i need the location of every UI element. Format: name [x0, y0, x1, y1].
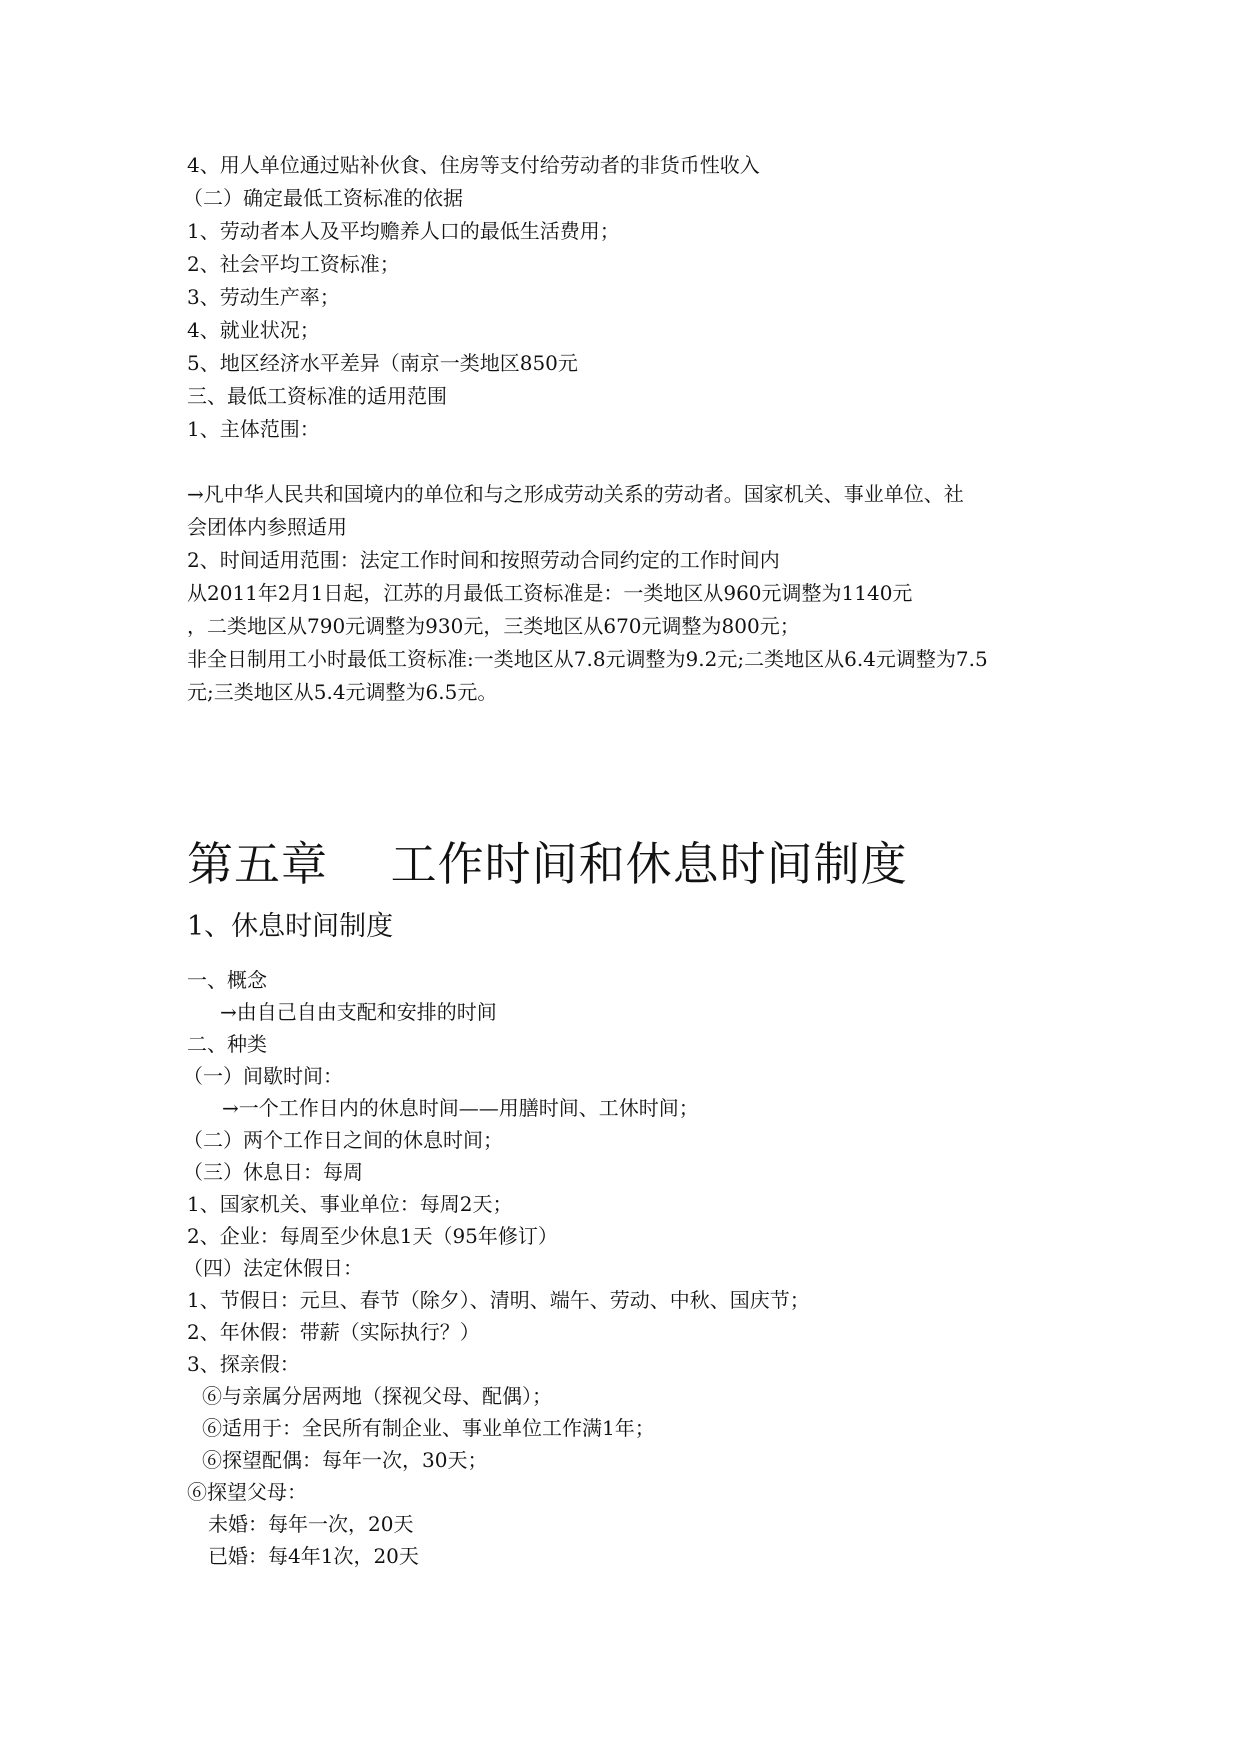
- text-line: →由自己自由支配和安排的时间: [220, 1000, 497, 1024]
- text-line: 4、用人单位通过贴补伙食、住房等支付给劳动者的非货币性收入: [187, 153, 760, 177]
- text-line: ，二类地区从790元调整为930元，三类地区从670元调整为800元；: [187, 614, 800, 638]
- chapter-title: 第五章 工作时间和休息时间制度: [187, 837, 908, 891]
- text-line: →凡中华人民共和国境内的单位和与之形成劳动关系的劳动者。国家机关、事业单位、社: [187, 482, 964, 506]
- text-line: 三、最低工资标准的适用范围: [187, 384, 447, 408]
- text-line: 2、时间适用范围：法定工作时间和按照劳动合同约定的工作时间内: [187, 548, 780, 572]
- text-line: 非全日制用工小时最低工资标准:一类地区从7.8元调整为9.2元;二类地区从6.4元调整为7.5: [187, 647, 988, 671]
- text-line: 2、年休假：带薪（实际执行？）: [187, 1320, 480, 1344]
- text-line: 1、节假日：元旦、春节（除夕）、清明、端午、劳动、中秋、国庆节；: [187, 1288, 810, 1312]
- text-line: （二）确定最低工资标准的依据: [183, 186, 463, 210]
- text-line: 未婚：每年一次，20天: [208, 1512, 414, 1536]
- text-line: ⑥探望配偶：每年一次，30天；: [202, 1448, 488, 1472]
- text-line: 1、主体范围：: [187, 417, 320, 441]
- text-line: 5、地区经济水平差异（南京一类地区850元: [187, 351, 578, 375]
- text-line: 已婚：每4年1次，20天: [208, 1544, 419, 1568]
- text-line: 从2011年2月1日起，江苏的月最低工资标准是：一类地区从960元调整为1140元: [187, 581, 913, 605]
- text-line: 一、概念: [187, 968, 267, 992]
- text-line: 元;三类地区从5.4元调整为6.5元。: [187, 680, 498, 704]
- text-line: 1、劳动者本人及平均赡养人口的最低生活费用；: [187, 219, 620, 243]
- text-line: ⑥探望父母：: [187, 1480, 307, 1504]
- text-line: 2、社会平均工资标准；: [187, 252, 400, 276]
- text-line: 会团体内参照适用: [187, 515, 347, 539]
- text-line: 2、企业：每周至少休息1天（95年修订）: [187, 1224, 558, 1248]
- text-line: 3、劳动生产率；: [187, 285, 340, 309]
- text-line: 1、国家机关、事业单位：每周2天；: [187, 1192, 513, 1216]
- text-line: （三）休息日：每周: [183, 1160, 363, 1184]
- text-line: 4、就业状况；: [187, 318, 320, 342]
- text-line: →一个工作日内的休息时间——用膳时间、工休时间；: [222, 1096, 699, 1120]
- text-line: （一）间歇时间：: [183, 1064, 343, 1088]
- text-line: ⑥适用于：全民所有制企业、事业单位工作满1年；: [202, 1416, 655, 1440]
- text-line: ⑥与亲属分居两地（探视父母、配偶）；: [202, 1384, 552, 1408]
- text-line: （四）法定休假日：: [183, 1256, 363, 1280]
- text-line: （二）两个工作日之间的休息时间；: [183, 1128, 503, 1152]
- section-title: 1、休息时间制度: [187, 911, 394, 942]
- text-line: 3、探亲假：: [187, 1352, 300, 1376]
- text-line: 二、种类: [187, 1032, 267, 1056]
